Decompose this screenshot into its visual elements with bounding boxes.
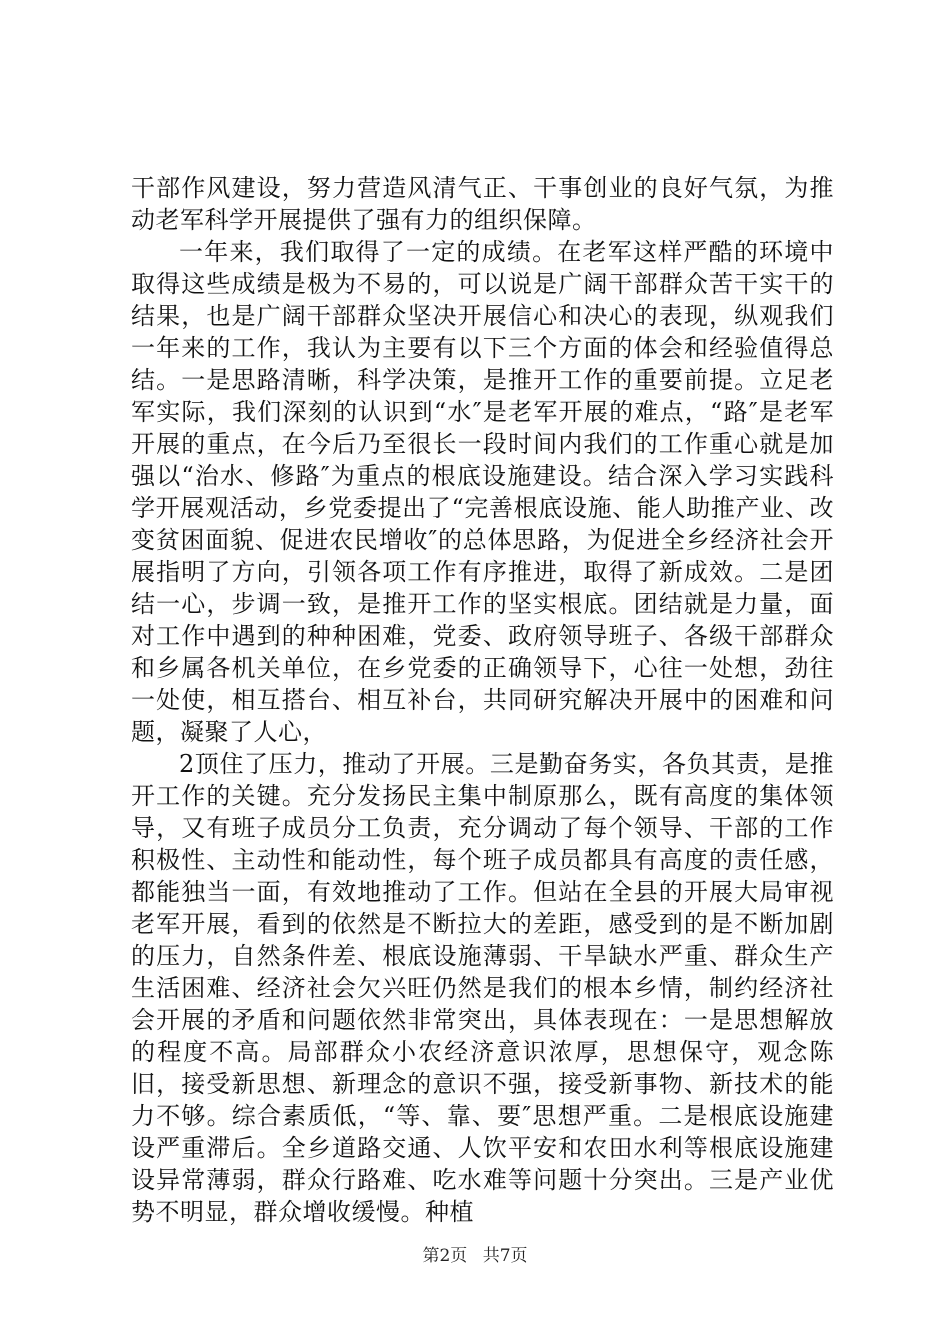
paragraph-2: 一年来，我们取得了一定的成绩。在老军这样严酷的环境中取得这些成绩是极为不易的，可以说是广阔干部群众苦干实干的结果，也是广阔干部群众坚决开展信心和决心的表现，纵观我们一年来的工作，我认为主要有以下三个方面的体会和经验值得总结。一是思路清晰，科学决策，是推开工作的重要前提。立足老军实际，我们深刻的认识到“水″是老军开展的难点，“路″是老军开展的重点，在今后乃至很长一段时间内我们的工作重心就是加强以“治水、修路″为重点的根底设施建设。结合深入学习实践科学开展观活动，乡党委提出了“完善根底设施、能人助推产业、改变贫困面貌、促进农民增收″的总体思路，为促进全乡经济社会开展指明了方向，引领各项工作有序推进，取得了新成效。二是团结一心，步调一致，是推开工作的坚实根底。团结就是力量，面对工作中遇到的种种困难，党委、政府领导班子、各级干部群众和乡属各机关单位，在乡党委的正确领导下，心往一处想，劲往一处使，相互搭台、相互补台，共同研究解决开展中的困难和问题，凝聚了人心，	[131, 238, 834, 746]
document-body	[131, 172, 834, 1228]
paragraph-1: 干部作风建设，努力营造风清气正、干事创业的良好气氛，为推动老军科学开展提供了强有力的组织保障。	[131, 174, 834, 234]
page-footer	[0, 1245, 950, 1267]
page-number: 第2页	[422, 1246, 468, 1266]
page-total: 共7页	[482, 1246, 528, 1266]
paragraph-3: 2顶住了压力，推动了开展。三是勤奋务实，各负其责，是推开工作的关键。充分发扬民主集中制原那么，既有高度的集体领导，又有班子成员分工负责，充分调动了每个领导、干部的工作积极性、主动性和能动性，每个班子成员都具有高度的责任感，都能独当一面，有效地推动了工作。但站在全县的开展大局审视老军开展，看到的依然是不断拉大的差距，感受到的是不断加剧的压力，自然条件差、根底设施薄弱、干旱缺水严重、群众生产生活困难、经济社会欠兴旺仍然是我们的根本乡情，制约经济社会开展的矛盾和问题依然非常突出，具体表现在：一是思想解放的程度不高。局部群众小农经济意识浓厚，思想保守，观念陈旧，接受新思想、新理念的意识不强，接受新事物、新技术的能力不够。综合素质低，“等、靠、要″思想严重。二是根底设施建设严重滞后。全乡道路交通、人饮平安和农田水利等根底设施建设异常薄弱，群众行路难、吃水难等问题十分突出。三是产业优势不明显，群众增收缓慢。种植	[131, 750, 834, 1226]
